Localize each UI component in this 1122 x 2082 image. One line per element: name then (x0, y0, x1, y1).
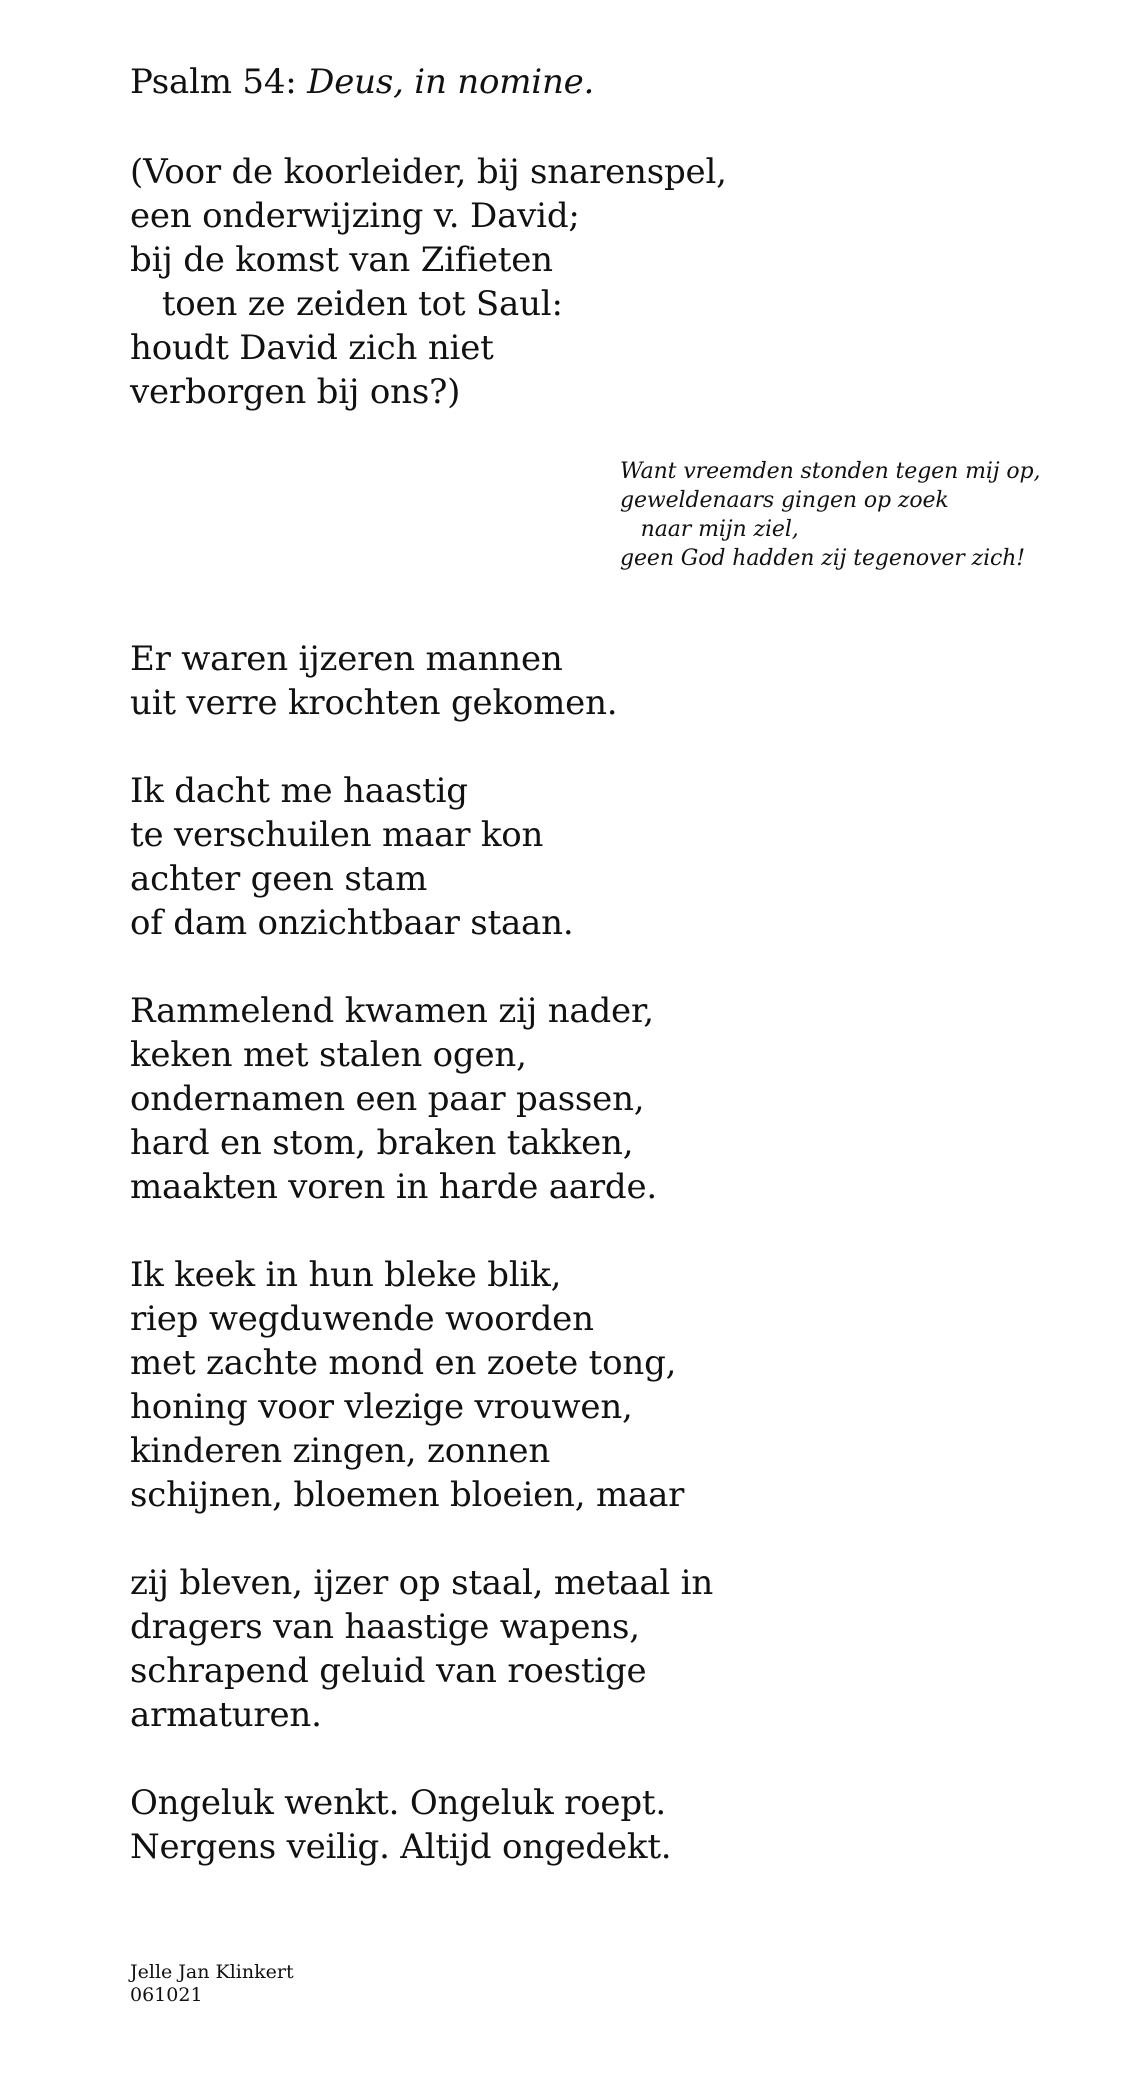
psalm-superscription (130, 150, 727, 414)
poem-body (130, 637, 713, 1913)
intro-line: bij de komst van Zifieten (130, 240, 553, 280)
stanza-6 (130, 1781, 713, 1869)
stanza-line: honing voor vlezige vrouwen, (130, 1387, 633, 1427)
intro-line: een onderwijzing v. David; (130, 196, 580, 236)
poem-title-prefix: Psalm 54: (130, 62, 308, 102)
stanza-line: Ik dacht me haastig (130, 771, 468, 811)
stanza-line: keken met stalen ogen, (130, 1035, 527, 1075)
stanza-line: kinderen zingen, zonnen (130, 1431, 551, 1471)
stanza-line: Er waren ijzeren mannen (130, 639, 563, 679)
intro-line: toen ze zeiden tot Saul: (130, 284, 563, 324)
stanza-line: of dam onzichtbaar staan. (130, 903, 574, 943)
stanza-line: Ik keek in hun bleke blik, (130, 1255, 562, 1295)
stanza-line: met zachte mond en zoete tong, (130, 1343, 677, 1383)
author-name: Jelle Jan Klinkert (130, 1961, 294, 1983)
stanza-line: riep wegduwende woorden (130, 1299, 594, 1339)
quote-line: naar mijn ziel, (620, 517, 799, 542)
stanza-line: ondernamen een paar passen, (130, 1079, 645, 1119)
stanza-1 (130, 637, 713, 725)
stanza-4 (130, 1253, 713, 1517)
stanza-line: Rammelend kwamen zij nader, (130, 991, 654, 1031)
stanza-line: schijnen, bloemen bloeien, maar (130, 1475, 685, 1515)
stanza-line: schrapend geluid van roestige (130, 1651, 647, 1691)
stanza-line: zij bleven, ijzer op staal, metaal in (130, 1563, 714, 1603)
intro-line: houdt David zich niet (130, 328, 494, 368)
stanza-line: uit verre krochten gekomen. (130, 683, 618, 723)
stanza-line: Ongeluk wenkt. Ongeluk roept. (130, 1783, 666, 1823)
poem-date: 061021 (130, 1984, 203, 2006)
intro-line: (Voor de koorleider, bij snarenspel, (130, 152, 727, 192)
stanza-5 (130, 1561, 713, 1737)
stanza-line: Nergens veilig. Altijd ongedekt. (130, 1827, 672, 1867)
author-signature (130, 1961, 294, 2007)
quote-line: Want vreemden stonden tegen mij op, (620, 459, 1041, 484)
poem-title (130, 60, 594, 104)
intro-line: verborgen bij ons?) (130, 372, 461, 412)
stanza-line: achter geen stam (130, 859, 428, 899)
poem-title-latin: Deus, in nomine. (307, 62, 595, 102)
stanza-line: hard en stom, braken takken, (130, 1123, 634, 1163)
stanza-line: dragers van haastige wapens, (130, 1607, 640, 1647)
psalm-quote (620, 457, 1040, 573)
quote-line: geen God hadden zij tegenover zich! (620, 546, 1026, 571)
stanza-line: te verschuilen maar kon (130, 815, 544, 855)
stanza-line: maakten voren in harde aarde. (130, 1167, 658, 1207)
quote-line: geweldenaars gingen op zoek (620, 488, 949, 513)
stanza-3 (130, 989, 713, 1209)
stanza-2 (130, 769, 713, 945)
stanza-line: armaturen. (130, 1695, 322, 1735)
